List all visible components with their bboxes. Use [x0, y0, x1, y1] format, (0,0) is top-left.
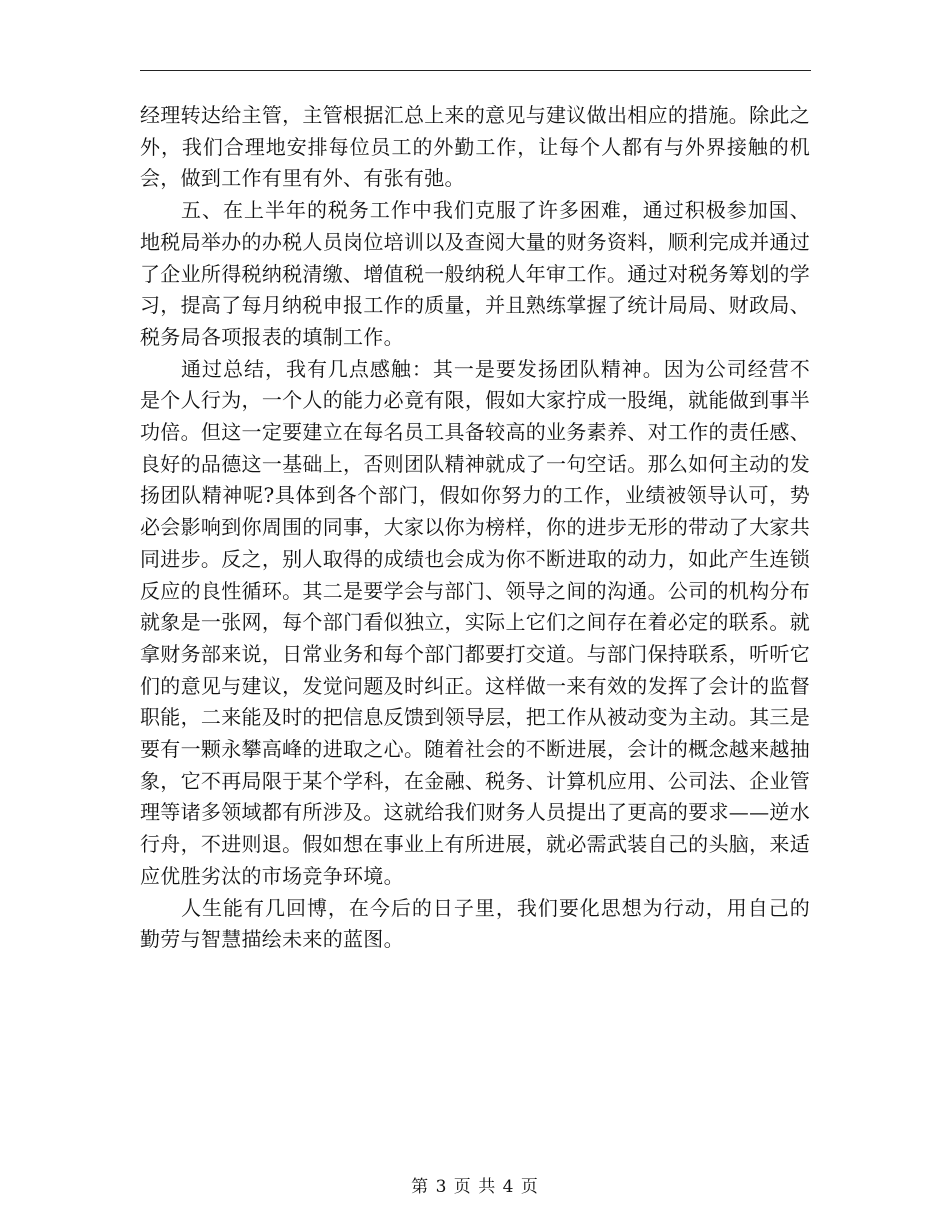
- paragraph-2: 五、在上半年的税务工作中我们克服了许多困难，通过积极参加国、地税局举办的办税人员岗位培训以及查阅大量的财务资料，顺利完成并通过了企业所得税纳税清缴、增值税一般纳税人年审工作。通过对税务筹划的学习，提高了每月纳税申报工作的质量，并且熟练掌握了统计局局、财政局、税务局各项报表的填制工作。: [140, 198, 810, 349]
- paragraph-3: 通过总结，我有几点感触：其一是要发扬团队精神。因为公司经营不是个人行为，一个人的能力必竟有限，假如大家拧成一股绳，就能做到事半功倍。但这一定要建立在每名员工具备较高的业务素养、对工作的责任感、良好的品德这一基础上，否则团队精神就成了一句空话。那么如何主动的发扬团队精神呢?具体到各个部门，假如你努力的工作，业绩被领导认可，势必会影响到你周围的同事，大家以你为榜样，你的进步无形的带动了大家共同进步。反之，别人取得的成绩也会成为你不断进取的动力，如此产生连锁反应的良性循环。其二是要学会与部门、领导之间的沟通。公司的机构分布就象是一张网，每个部门看似独立，实际上它们之间存在着必定的联系。就拿财务部来说，日常业务和每个部门都要打交道。与部门保持联系，听听它们的意见与建议，发觉问题及时纠正。这样做一来有效的发挥了会计的监督职能，二来能及时的把信息反馈到领导层，把工作从被动变为主动。其三是要有一颗永攀高峰的进取之心。随着社会的不断进展，会计的概念越来越抽象，它不再局限于某个学科，在金融、税务、计算机应用、公司法、企业管理等诸多领域都有所涉及。这就给我们财务人员提出了更高的要求——逆水行舟，不进则退。假如想在事业上有所进展，就必需武装自己的头脑，来适应优胜劣汰的市场竞争环境。: [140, 356, 810, 888]
- page-number-label: 第 3 页 共 4 页: [411, 1177, 539, 1197]
- paragraph-4: 人生能有几回博，在今后的日子里，我们要化思想为行动，用自己的勤劳与智慧描绘未来的蓝图。: [140, 895, 810, 952]
- page-footer: [0, 1172, 950, 1197]
- header-rule: [140, 70, 811, 71]
- document-body: [140, 100, 810, 956]
- paragraph-1: 经理转达给主管，主管根据汇总上来的意见与建议做出相应的措施。除此之外，我们合理地安排每位员工的外勤工作，让每个人都有与外界接触的机会，做到工作有里有外、有张有弛。: [140, 103, 810, 191]
